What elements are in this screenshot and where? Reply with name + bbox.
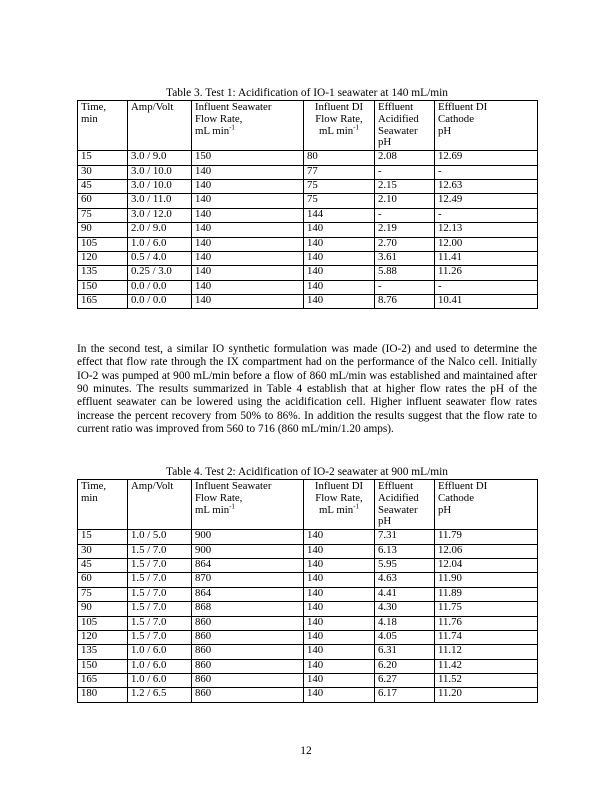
table4-row — [78, 544, 538, 558]
table3-header-text: Seawater — [378, 124, 418, 137]
table4-cell: 900 — [192, 544, 304, 558]
table4-header-superscript: -1 — [229, 502, 235, 510]
table4-caption: Table 4. Test 2: Acidification of IO-2 seawater at 900 mL/min — [166, 466, 448, 478]
table3-cell: 12.49 — [435, 194, 538, 208]
table3-header-text: Acidified — [378, 112, 419, 125]
table4-cell: 45 — [78, 558, 128, 572]
table4-column-header — [192, 480, 304, 530]
table3-header-superscript: -1 — [229, 123, 235, 131]
table3 — [77, 100, 538, 309]
table3-column-header — [128, 101, 192, 151]
table4-header-row — [78, 480, 538, 530]
table3-header-text: Flow Rate, — [315, 112, 363, 125]
table3-cell: 12.63 — [435, 179, 538, 193]
table4-cell: 860 — [192, 645, 304, 659]
table4-cell: 6.31 — [375, 645, 435, 659]
table3-header-text: pH — [378, 136, 392, 149]
table3-cell: 140 — [304, 237, 375, 251]
table4-cell: 900 — [192, 530, 304, 544]
table3-cell: 45 — [78, 179, 128, 193]
table4-cell: 860 — [192, 630, 304, 644]
table3-header-text: pH — [438, 124, 452, 137]
table3-cell: 0.0 / 0.0 — [128, 280, 192, 294]
table4-cell: 140 — [304, 573, 375, 587]
table3-cell: 140 — [192, 295, 304, 309]
table4-cell: 4.41 — [375, 587, 435, 601]
table3-header-line — [195, 123, 300, 138]
table3-header-text: Time, — [81, 101, 107, 113]
table4-header-text: Cathode — [438, 491, 474, 504]
table3-cell: 144 — [304, 208, 375, 222]
table4-row — [78, 558, 538, 572]
table4-cell: 6.13 — [375, 544, 435, 558]
table3-row — [78, 194, 538, 208]
table3-cell: - — [375, 208, 435, 222]
body-paragraph: In the second test, a similar IO synthetic formulation was made (IO-2) and used to determine the effect that flow rate through the IX compartment had on the performance of the Nalco cell. Initially IO-2 was pumped at 900 mL/min before a flow of 860 mL/min was established and maintained after 90 minutes. The results summarized in Table 4 establish that at higher flow rates the pH of the effluent seawater can be lowered using the acidification cell. Higher influent seawater flow rates increase the percent recovery from 50% to 86%. In addition the results suggest that the flow rate to current ratio was improved from 560 to 716 (860 mL/min/1.20 amps). — [77, 343, 537, 436]
table4-cell: 75 — [78, 587, 128, 601]
table4-cell: 1.5 / 7.0 — [128, 630, 192, 644]
table3-cell: 12.69 — [435, 151, 538, 165]
table3-header-text: Influent DI — [314, 101, 364, 113]
table3-row — [78, 280, 538, 294]
table4-row — [78, 573, 538, 587]
table3-row — [78, 237, 538, 251]
table4-cell: 180 — [78, 688, 128, 702]
table4-row — [78, 688, 538, 702]
table4-cell: 165 — [78, 674, 128, 688]
table3-header-text: Influent Seawater — [195, 101, 272, 113]
table4-cell: 140 — [304, 530, 375, 544]
table4-cell: 140 — [304, 602, 375, 616]
table3-column-header — [375, 101, 435, 151]
table3-cell: 3.61 — [375, 251, 435, 265]
table3-cell: 75 — [304, 194, 375, 208]
table4-cell: 864 — [192, 587, 304, 601]
table3-cell: 77 — [304, 165, 375, 179]
table3-cell: 15 — [78, 151, 128, 165]
table3-cell: 2.10 — [375, 194, 435, 208]
table3-cell: 140 — [192, 179, 304, 193]
table3-cell: 0.25 / 3.0 — [128, 266, 192, 280]
table3-cell: 3.0 / 9.0 — [128, 151, 192, 165]
table4-column-header — [435, 480, 538, 530]
table4-header-text: Effluent — [378, 480, 414, 492]
page-number: 12 — [300, 745, 312, 757]
table4-header-text: pH — [438, 503, 452, 516]
table4-header-text: Amp/Volt — [131, 480, 174, 492]
table3-cell: 140 — [192, 208, 304, 222]
table3-header — [78, 101, 538, 151]
table4-header-text: Flow Rate, — [195, 491, 243, 504]
table3-column-header — [435, 101, 538, 151]
table4-cell: 5.95 — [375, 558, 435, 572]
table3-cell: 60 — [78, 194, 128, 208]
table4-cell: 860 — [192, 674, 304, 688]
table4-header-line — [378, 516, 431, 528]
table4-row — [78, 659, 538, 673]
table4-cell: 860 — [192, 659, 304, 673]
table3-cell: 75 — [304, 179, 375, 193]
table4-cell: 868 — [192, 602, 304, 616]
table3-cell: 8.76 — [375, 295, 435, 309]
table3-cell: 135 — [78, 266, 128, 280]
table4-cell: 11.89 — [435, 587, 538, 601]
table3-header-text: mL min — [195, 124, 230, 137]
table4-row — [78, 602, 538, 616]
table4-cell: 870 — [192, 573, 304, 587]
table3-header-text: min — [81, 112, 98, 125]
table3-cell: 140 — [304, 280, 375, 294]
table3-cell: 120 — [78, 251, 128, 265]
table3-row — [78, 266, 538, 280]
table4-header-text: mL min — [195, 503, 230, 516]
table3-cell: 11.26 — [435, 266, 538, 280]
table3-row — [78, 295, 538, 309]
table4-row — [78, 645, 538, 659]
table4-cell: 11.75 — [435, 602, 538, 616]
table4-row — [78, 587, 538, 601]
table3-cell: 75 — [78, 208, 128, 222]
table4-cell: 150 — [78, 659, 128, 673]
table3-cell: - — [435, 165, 538, 179]
table3-cell: 30 — [78, 165, 128, 179]
table3-caption: Table 3. Test 1: Acidification of IO-1 seawater at 140 mL/min — [166, 87, 448, 99]
table4-cell: 120 — [78, 630, 128, 644]
table3-cell: 140 — [192, 223, 304, 237]
table4-header-line — [131, 481, 188, 493]
table3-header-line — [438, 114, 534, 126]
table3-header-text: Cathode — [438, 112, 474, 125]
table3-cell: 12.13 — [435, 223, 538, 237]
table3-cell: 2.15 — [375, 179, 435, 193]
table4-row — [78, 630, 538, 644]
table3-cell: - — [375, 280, 435, 294]
table4-cell: 140 — [304, 659, 375, 673]
table4-cell: 1.0 / 6.0 — [128, 645, 192, 659]
table3-cell: 3.0 / 10.0 — [128, 179, 192, 193]
table3-header-text: Effluent — [378, 101, 414, 113]
table4-cell: 140 — [304, 688, 375, 702]
table3-row — [78, 165, 538, 179]
table4-cell: 11.20 — [435, 688, 538, 702]
table4-cell: 140 — [304, 645, 375, 659]
table4-header-text: Acidified — [378, 491, 419, 504]
table3-cell: 2.0 / 9.0 — [128, 223, 192, 237]
table4-header-text: Seawater — [378, 503, 418, 516]
table3-header-superscript: -1 — [353, 123, 359, 131]
table4-cell: 90 — [78, 602, 128, 616]
table4-cell: 1.5 / 7.0 — [128, 558, 192, 572]
table4-cell: 11.12 — [435, 645, 538, 659]
table3-cell: 140 — [304, 266, 375, 280]
table4-cell: 1.5 / 7.0 — [128, 573, 192, 587]
table3-cell: 150 — [78, 280, 128, 294]
table3-column-header — [304, 101, 375, 151]
table3-cell: 165 — [78, 295, 128, 309]
table3-cell: 80 — [304, 151, 375, 165]
table3-cell: 2.08 — [375, 151, 435, 165]
table4-header-text: Effluent DI — [438, 480, 488, 492]
table3-cell: 140 — [192, 165, 304, 179]
table4-cell: 1.5 / 7.0 — [128, 616, 192, 630]
table3-header-line — [81, 114, 124, 126]
table4-header-text: pH — [378, 515, 392, 528]
table4-cell: 4.18 — [375, 616, 435, 630]
table3-row — [78, 208, 538, 222]
table4-cell: 1.5 / 7.0 — [128, 544, 192, 558]
table3-cell: 140 — [304, 223, 375, 237]
table4-cell: 12.04 — [435, 558, 538, 572]
table4-cell: 30 — [78, 544, 128, 558]
table4-cell: 6.17 — [375, 688, 435, 702]
table3-cell: - — [435, 280, 538, 294]
table3-cell: 2.70 — [375, 237, 435, 251]
table3-body — [78, 151, 538, 309]
table4-cell: 1.0 / 6.0 — [128, 674, 192, 688]
table3-column-header — [78, 101, 128, 151]
table4-column-header — [304, 480, 375, 530]
table3-cell: 140 — [192, 266, 304, 280]
table4-cell: 11.52 — [435, 674, 538, 688]
table3-row — [78, 179, 538, 193]
table4-cell: 1.0 / 5.0 — [128, 530, 192, 544]
table3-cell: 140 — [192, 251, 304, 265]
table4-header-line — [81, 493, 124, 505]
table4-cell: 1.5 / 7.0 — [128, 587, 192, 601]
table4-header-line — [195, 502, 300, 517]
table3-cell: 3.0 / 11.0 — [128, 194, 192, 208]
table3-header-text: Flow Rate, — [195, 112, 243, 125]
table4-cell: 860 — [192, 616, 304, 630]
table4 — [77, 479, 538, 703]
table3-header-line — [438, 126, 534, 138]
table4-header-line — [438, 505, 534, 517]
table4-cell: 6.27 — [375, 674, 435, 688]
table3-cell: 2.19 — [375, 223, 435, 237]
table3-cell: 1.0 / 6.0 — [128, 237, 192, 251]
table4-cell: 4.05 — [375, 630, 435, 644]
table4-cell: 11.76 — [435, 616, 538, 630]
table4-cell: 11.79 — [435, 530, 538, 544]
table4-cell: 12.06 — [435, 544, 538, 558]
table4-column-header — [375, 480, 435, 530]
table3-cell: - — [375, 165, 435, 179]
table3-header-line — [307, 123, 371, 138]
table3-cell: 140 — [304, 251, 375, 265]
table3-cell: 140 — [192, 237, 304, 251]
table3-row — [78, 251, 538, 265]
table4-cell: 140 — [304, 630, 375, 644]
table4-cell: 105 — [78, 616, 128, 630]
table4-row — [78, 530, 538, 544]
table3-header-line — [378, 137, 431, 149]
table4-cell: 140 — [304, 674, 375, 688]
table4-header — [78, 480, 538, 530]
table3-cell: 105 — [78, 237, 128, 251]
table4-cell: 1.5 / 7.0 — [128, 602, 192, 616]
table4-cell: 6.20 — [375, 659, 435, 673]
table4-column-header — [128, 480, 192, 530]
table3-cell: 12.00 — [435, 237, 538, 251]
table3-cell: - — [435, 208, 538, 222]
table4-header-superscript: -1 — [353, 502, 359, 510]
table3-cell: 150 — [192, 151, 304, 165]
table4-header-text: mL min — [319, 503, 354, 516]
table3-header-text: Amp/Volt — [131, 101, 174, 113]
table3-cell: 140 — [304, 295, 375, 309]
table3-cell: 3.0 / 12.0 — [128, 208, 192, 222]
table4-row — [78, 674, 538, 688]
table4-cell: 860 — [192, 688, 304, 702]
table4-cell: 1.2 / 6.5 — [128, 688, 192, 702]
table3-cell: 10.41 — [435, 295, 538, 309]
table4-column-header — [78, 480, 128, 530]
table3-header-text: Effluent DI — [438, 101, 488, 113]
table3-row — [78, 151, 538, 165]
table4-header-line — [307, 502, 371, 517]
table4-cell: 11.42 — [435, 659, 538, 673]
table4-cell: 60 — [78, 573, 128, 587]
table4-header-text: Time, — [81, 480, 107, 492]
table3-header-line — [131, 102, 188, 114]
table4-cell: 11.90 — [435, 573, 538, 587]
table3-header-row — [78, 101, 538, 151]
table3-cell: 0.5 / 4.0 — [128, 251, 192, 265]
table3-cell: 0.0 / 0.0 — [128, 295, 192, 309]
table3-cell: 140 — [192, 280, 304, 294]
table3-cell: 3.0 / 10.0 — [128, 165, 192, 179]
table3-cell: 90 — [78, 223, 128, 237]
table4-cell: 140 — [304, 587, 375, 601]
table4-header-text: Influent Seawater — [195, 480, 272, 492]
table4-cell: 140 — [304, 616, 375, 630]
table4-cell: 864 — [192, 558, 304, 572]
table4-header-text: min — [81, 491, 98, 504]
table4-cell: 1.0 / 6.0 — [128, 659, 192, 673]
table4-cell: 4.63 — [375, 573, 435, 587]
table3-header-text: mL min — [319, 124, 354, 137]
table4-cell: 11.74 — [435, 630, 538, 644]
table4-cell: 15 — [78, 530, 128, 544]
table4-header-line — [438, 493, 534, 505]
table3-row — [78, 223, 538, 237]
table4-row — [78, 616, 538, 630]
table4-cell: 7.31 — [375, 530, 435, 544]
table4-body — [78, 530, 538, 703]
table4-cell: 135 — [78, 645, 128, 659]
table4-cell: 4.30 — [375, 602, 435, 616]
table3-cell: 11.41 — [435, 251, 538, 265]
table3-cell: 5.88 — [375, 266, 435, 280]
table4-header-text: Flow Rate, — [315, 491, 363, 504]
table4-cell: 140 — [304, 544, 375, 558]
table4-cell: 140 — [304, 558, 375, 572]
table3-column-header — [192, 101, 304, 151]
table3-cell: 140 — [192, 194, 304, 208]
table4-header-text: Influent DI — [314, 480, 364, 492]
